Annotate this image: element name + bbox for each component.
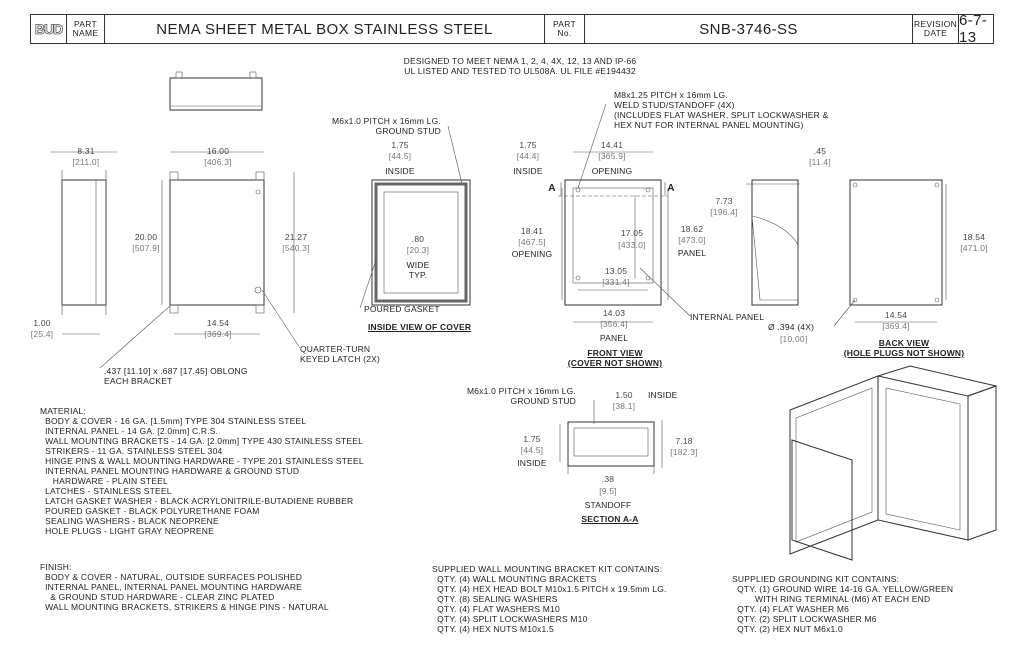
gasket-width-dim: .80: [411, 234, 425, 244]
section-left-mm: [44.5]: [520, 445, 544, 455]
revision-date: 6-7-13: [959, 12, 988, 46]
back-view-caption: BACK VIEW (HOLE PLUGS NOT SHOWN): [843, 338, 965, 358]
poured-gasket-callout: POURED GASKET: [364, 304, 440, 314]
part-name-label: PART NAME: [67, 15, 105, 43]
panel-height2-label: PANEL: [677, 248, 707, 258]
section-depth-mm: [182.3]: [670, 447, 698, 457]
section-left-dim: 1.75: [523, 434, 541, 444]
gasket-width-mm: [20.3]: [406, 245, 430, 255]
inside-cover-caption: INSIDE VIEW OF COVER: [368, 322, 472, 332]
section-inside-dim: 1.50: [615, 390, 633, 400]
flange-mm: [11.4]: [809, 157, 831, 167]
panel-width2-label: PANEL: [599, 333, 629, 343]
back-side-depth-dim: 7.73: [715, 196, 733, 206]
panel-width2-dim: 14.03: [602, 308, 626, 318]
section-marker-right: A: [667, 183, 675, 194]
side-base-dim: 1.00: [33, 318, 51, 328]
front-bracket-mm: [369.4]: [204, 329, 232, 339]
weld-stud-callout: M8x1.25 PITCH x 16mm LG. WELD STUD/STANDOFF (4X) (INCLUDES FLAT WASHER, SPLIT LOCKWASHER & HEX NUT FOR INTERNAL PANEL MOUNTING): [614, 90, 829, 130]
cover-inset-mm: [44.5]: [388, 151, 412, 161]
opening-width-mm: [365.9]: [598, 151, 626, 161]
gasket-label: WIDE TYP.: [406, 260, 430, 280]
standoff-dim: .38: [601, 474, 615, 484]
side-base-mm: [25.4]: [30, 329, 54, 339]
section-depth-dim: 7.18: [675, 436, 693, 446]
front-width-dim: 16.00: [206, 146, 230, 156]
panel-height2-mm: [473.0]: [678, 235, 706, 245]
back-side-depth-mm: [196.4]: [710, 207, 738, 217]
front-inside-mm: [44.4]: [516, 151, 540, 161]
oblong-callout: .437 [11.10] x .687 [17.45] OBLONG EACH BRACKET: [104, 366, 248, 386]
material-notes: MATERIAL: BODY & COVER - 16 GA. [1.5mm] TYPE 304 STAINLESS STEEL INTERNAL PANEL - 14 GA. [2.0mm] C.R.S. WALL MOUNTING BRACKETS - 14 GA. [2.0mm] TYPE 430 STAINLESS STEEL STRIKERS - 11 GA. STAINLESS STEEL 304 HINGE PINS & WALL MOUNTING HARDWARE - TYPE 201 STAINLESS STEEL INTERNAL PANEL MOUNTING HARDWARE & GROUND STUD HARDWARE - PLAIN STEEL LATCHES - STAINLESS STEEL LATCH GASKET WASHER - BLACK ACRYLONITRILE-BUTADIENE RUBBER POURED GASKET - BLACK POLYURETHANE FOAM SEALING WASHERS - BLACK NEOPRENE HOLE PLUGS - LIGHT GRAY NEOPRENE: [40, 406, 364, 536]
opening-height-label: OPENING: [511, 249, 553, 259]
isometric-box: [790, 366, 996, 560]
front-view-caption: FRONT VIEW (COVER NOT SHOWN): [567, 348, 663, 368]
opening-width-label: OPENING: [591, 166, 633, 176]
standoff-label: STANDOFF: [584, 500, 632, 510]
section-aa-caption: SECTION A-A: [581, 514, 639, 524]
opening-width-dim: 14.41: [600, 140, 624, 150]
opening-height-mm: [467.5]: [518, 237, 546, 247]
back-height-mm: [471.0]: [960, 243, 988, 253]
cover-inset-label: INSIDE: [385, 166, 415, 176]
back-width-dim: 14.54: [884, 310, 908, 320]
front-height-dim: 20.00: [134, 232, 158, 242]
latch-callout: QUARTER-TURN KEYED LATCH (2X): [300, 344, 381, 364]
section-marker-left: A: [548, 183, 556, 194]
panel-width-dim: 13.05: [604, 266, 628, 276]
bracket-kit-notes: SUPPLIED WALL MOUNTING BRACKET KIT CONTAINS: QTY. (4) WALL MOUNTING BRACKETS QTY. (4) HEX HEAD BOLT M10x1.5 PITCH x 19.5mm LG. QTY. (8) SEALING WASHERS QTY. (4) FLAT WASHERS M10 QTY. (4) SPLIT LOCKWASHERS M10 QTY. (4) HEX NUTS M10x1.5: [432, 564, 667, 634]
section-inside-mm: [38.1]: [612, 401, 636, 411]
front-inside-label: INSIDE: [513, 166, 543, 176]
back-width-mm: [369.4]: [882, 321, 910, 331]
panel-height-mm: [433.0]: [618, 240, 646, 250]
hole-dia-mm: [10.00]: [780, 334, 808, 344]
panel-height-dim: 17.05: [620, 228, 644, 238]
front-overall-mm: [540.3]: [282, 243, 310, 253]
front-overall-dim: 21.27: [284, 232, 308, 242]
side-view-outline: [62, 180, 106, 305]
part-name: NEMA SHEET METAL BOX STAINLESS STEEL: [105, 15, 545, 43]
ground-stud-callout: M6x1.0 PITCH x 16mm LG. GROUND STUD: [332, 116, 441, 136]
hole-dia-callout: Ø .394 (4X): [768, 322, 815, 332]
opening-height-dim: 18.41: [520, 226, 544, 236]
front-width-mm: [406.3]: [204, 157, 232, 167]
grounding-kit-notes: SUPPLIED GROUNDING KIT CONTAINS: QTY. (1) GROUND WIRE 14-16 GA. YELLOW/GREEN WITH RING TERMINAL (M6) AT EACH END QTY. (4) FLAT WASHER M6 QTY. (2) SPLIT LOCKWASHER M6 QTY. (2) HEX NUT M6x1.0: [732, 574, 954, 634]
part-no-label: PART No.: [545, 15, 585, 43]
section-stud-callout: M6x1.0 PITCH x 16mm LG. GROUND STUD: [467, 386, 576, 406]
side-depth-dim: 8.31: [77, 146, 95, 156]
side-depth-mm: [211.0]: [72, 157, 100, 167]
panel-width2-mm: [356.4]: [600, 319, 628, 329]
internal-panel-callout: INTERNAL PANEL: [690, 312, 765, 322]
back-view-outline: [850, 180, 942, 305]
section-left-label: INSIDE: [517, 458, 547, 468]
panel-width-mm: [331.4]: [602, 277, 630, 287]
logo: BUD: [31, 15, 67, 43]
front-inside-dim: 1.75: [519, 140, 537, 150]
cover-inset-dim: 1.75: [391, 140, 409, 150]
flange-dim: .45: [813, 146, 827, 156]
back-height-dim: 18.54: [962, 232, 986, 242]
design-note: DESIGNED TO MEET NEMA 1, 2, 4, 4X, 12, 13 AND IP-66 UL LISTED AND TESTED TO UL508A. UL FILE #E194432: [403, 56, 637, 76]
finish-notes: FINISH: BODY & COVER - NATURAL, OUTSIDE SURFACES POLISHED INTERNAL PANEL, INTERNAL PANEL MOUNTING HARDWARE & GROUND STUD HARDWARE - CLEAR ZINC PLATED WALL MOUNTING BRACKETS, STRIKERS & HINGE PINS - NATURAL: [40, 562, 329, 612]
front-height-mm: [507.9]: [132, 243, 160, 253]
panel-height2-dim: 18.62: [680, 224, 704, 234]
section-aa-outline: [568, 422, 654, 466]
revision-label: REVISION DATE: [913, 15, 959, 43]
front-outer-outline: [170, 180, 264, 305]
top-view-outline: [170, 78, 262, 110]
standoff-mm: [9.5]: [599, 486, 617, 496]
part-no: SNB-3746-SS: [585, 15, 913, 43]
front-bracket-dim: 14.54: [206, 318, 230, 328]
section-inside-label: INSIDE: [648, 390, 678, 400]
